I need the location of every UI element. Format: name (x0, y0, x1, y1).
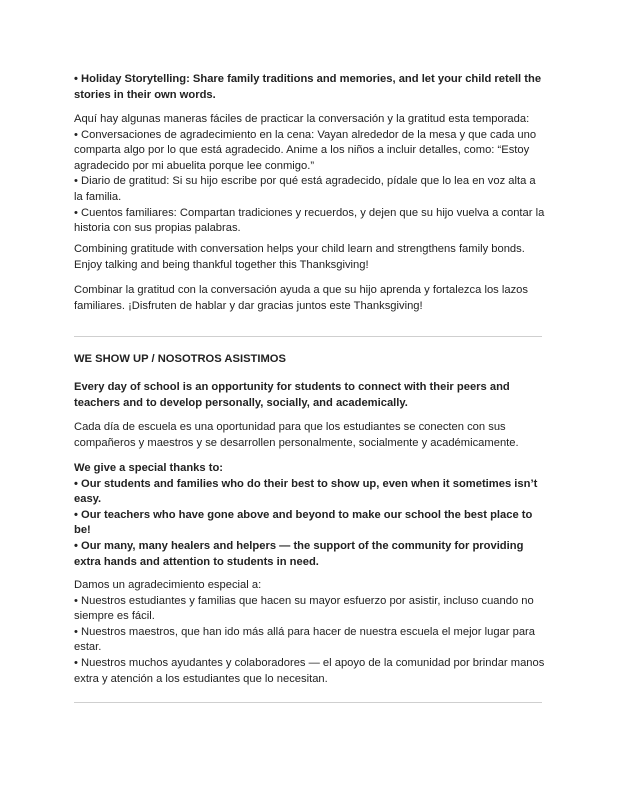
text-line: extra y atención a los estudiantes que lo necesitan. (74, 672, 328, 685)
text-line: Enjoy talking and being thankful together this Thanksgiving! (74, 258, 369, 271)
text-line: teachers and to develop personally, socially, and academically. (74, 396, 408, 409)
text-line: • Nuestros muchos ayudantes y colaboradores — el apoyo de la comunidad por brindar manos (74, 656, 545, 669)
text-line: We give a special thanks to: (74, 462, 224, 474)
text-line: familiares. ¡Disfruten de hablar y dar gracias juntos este Thanksgiving! (74, 299, 423, 312)
text-line: Combining gratitude with conversation helps your child learn and strengthens family bonds. (74, 243, 525, 255)
special-thanks-english (74, 461, 549, 570)
text-line: stories in their own words. (74, 88, 216, 101)
text-line: la familia. (74, 190, 122, 203)
text-line: • Diario de gratitud: Si su hijo escribe por qué está agradecido, pídale que lo lea en voz alta a (74, 175, 536, 188)
text-line: be! (74, 524, 91, 537)
text-line: estar. (74, 641, 102, 654)
every-day-bold-paragraph (74, 380, 549, 411)
text-line: • Holiday Storytelling: Share family traditions and memories, and let your child retell the (74, 73, 542, 85)
text-line: Every day of school is an opportunity for students to connect with their peers and (74, 381, 510, 393)
holiday-storytelling-paragraph (74, 72, 549, 103)
text-line: • Our students and families who do their best to show up, even when it sometimes isn’t (74, 477, 538, 490)
text-line: compañeros y maestros y se desarrollen personalmente, socialmente y académicamente. (74, 436, 519, 449)
section-divider (74, 336, 542, 337)
spanish-tips-paragraph (74, 112, 549, 237)
text-line: • Nuestros estudiantes y familias que hacen su mayor esfuerzo por asistir, incluso cuando no (74, 594, 534, 607)
text-line: • Our teachers who have gone above and beyond to make our school the best place to (74, 508, 533, 521)
text-line: Cada día de escuela es una oportunidad para que los estudiantes se conecten con sus (74, 421, 506, 433)
combining-gratitude-english (74, 242, 549, 273)
text-line: easy. (74, 493, 102, 506)
text-line: • Our many, many healers and helpers — the support of the community for providing (74, 539, 524, 552)
text-line: • Conversaciones de agradecimiento en la cena: Vayan alrededor de la mesa y que cada uno (74, 128, 537, 141)
text-line: • Cuentos familiares: Compartan tradiciones y recuerdos, y dejen que su hijo vuelva a contar la (74, 206, 545, 219)
text-line: historia con sus propias palabras. (74, 222, 241, 235)
text-line: Aquí hay algunas maneras fáciles de practicar la conversación y la gratitud esta temporada: (74, 113, 530, 125)
text-line: comparta algo por lo que está agradecido. Anime a los niños a incluir detalles, como: “Estoy (74, 144, 530, 157)
combining-gratitude-spanish (74, 283, 549, 314)
section-heading: WE SHOW UP / NOSOTROS ASISTIMOS (74, 353, 286, 365)
text-line: Combinar la gratitud con la conversación ayuda a que su hijo aprenda y fortalezca los lazos (74, 284, 528, 296)
text-line: agradecido por mi abuelita porque lee conmigo.” (74, 159, 315, 172)
text-line: siempre es fácil. (74, 610, 155, 623)
every-day-spanish-paragraph (74, 420, 549, 451)
text-line: extra hands and attention to students in need. (74, 555, 319, 568)
section-divider (74, 702, 542, 703)
text-line: Damos un agradecimiento especial a: (74, 579, 262, 591)
text-line: • Nuestros maestros, que han ido más allá para hacer de nuestra escuela el mejor lugar para (74, 625, 535, 638)
special-thanks-spanish (74, 578, 549, 687)
